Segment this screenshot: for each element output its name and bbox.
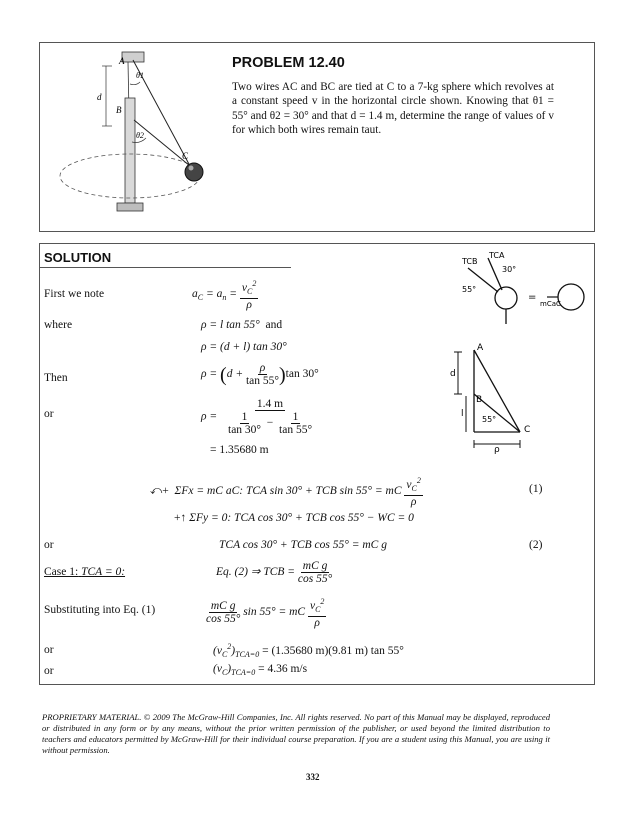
sketch-label-A: A xyxy=(477,343,484,353)
svg-text:=: = xyxy=(528,292,537,303)
label-d: d xyxy=(97,92,102,102)
eq-sum-fy: +↑ ΣFy = 0: TCA cos 30° + TCB cos 55° − WC = 0 xyxy=(174,512,414,524)
sketch-sphere-1 xyxy=(495,287,517,309)
sphere xyxy=(185,163,203,181)
text-first-we-note: First we note xyxy=(44,288,105,300)
eq1-number: (1) xyxy=(529,483,543,495)
eq-case1-tcb: Eq. (2) ⇒ TCB = $\frac{\text{mC g}}{\cos 55^\circ}$ xyxy=(216,560,333,585)
eq-rho-dl: ρ = (d + l) tan 30° xyxy=(201,341,287,353)
label-A: A xyxy=(119,56,125,66)
case1-label: Case 1: xyxy=(44,566,79,578)
text-substituting: Substituting into Eq. (1) xyxy=(44,604,156,616)
copyright-notice: PROPRIETARY MATERIAL. © 2009 The McGraw-Hill Companies, Inc. All rights reserved. No part of this Manual may be displayed, reproduced or distributed in any form or by any means, without the prior written permission of the publisher, or used beyond the limited distribution to teachers and educators permitted by McGraw-Hill for their individual course preparation. If you are a student using this Manual, you are using it without permission. xyxy=(42,712,550,755)
sketch-label-l: l xyxy=(461,409,464,419)
text-where: where xyxy=(44,319,73,331)
sketch-label-30: 30° xyxy=(502,265,517,274)
text-or-1: or xyxy=(44,408,54,420)
eq-vc-result: $(v_C)_{TCA=0} = 4.36$ m/s xyxy=(213,663,308,677)
eq-rho-solved: ρ = 1.4 m $\frac{1}{\tan 30^\circ}$ − $\frac{1}{\tan 55^\circ}$ xyxy=(201,398,313,436)
page-number: 332 xyxy=(306,772,320,782)
text-or-3: or xyxy=(44,644,54,656)
eq-acceleration: $a_C = a_n$ = $\frac{v_C^2}{\rho}$ xyxy=(192,279,257,311)
sketch-label-mcac: mCaC xyxy=(540,300,561,308)
sketch-label-d: d xyxy=(450,369,456,379)
eq2-number: (2) xyxy=(529,539,543,551)
eq-vc-squared: $(v_C^2)_{TCA=0} = (1.35680$ m)(9.81 m) tan 55° xyxy=(213,642,404,659)
problem-figure xyxy=(42,46,232,228)
label-theta2: θ2 xyxy=(136,131,144,140)
sketch-label-55: 55° xyxy=(462,285,477,294)
problem-title: PROBLEM 12.40 xyxy=(232,55,345,71)
text-then: Then xyxy=(44,372,68,384)
sketch-label-tca: TCA xyxy=(489,251,505,260)
pole-base xyxy=(117,203,143,211)
sketch-label-angle: 55° xyxy=(482,415,497,424)
text-or-2: or xyxy=(44,539,54,551)
solution-title: SOLUTION xyxy=(44,250,112,265)
eq-rho-l: ρ = l tan 55° and xyxy=(201,319,283,331)
solution-header-rule xyxy=(39,267,291,268)
eq-sum-fx: ⤺+ ΣFx = mC aC: TCA sin 30° + TCB sin 55° = mC $\frac{v_C^2}{\rho}$ xyxy=(150,476,421,508)
label-C: C xyxy=(182,151,189,161)
pole xyxy=(125,98,135,203)
text-or-4: or xyxy=(44,665,54,677)
geometry-sketch xyxy=(444,340,544,455)
sketch-sphere-2 xyxy=(558,284,584,310)
text-case1 xyxy=(44,565,125,579)
eq-rho-combined: ρ = (d + $\frac{\rho}{\tan 55^\circ}$ )tan 30° xyxy=(201,362,319,387)
eq-substituted: $\frac{\text{mC g}}{\cos 55^\circ}$ sin 55° = mC $\frac{v_C^2}{\rho}$ xyxy=(206,597,325,629)
free-body-sketch xyxy=(444,250,594,330)
sketch-label-rho: ρ xyxy=(494,445,500,455)
case1-condition: TCA = 0: xyxy=(81,566,126,578)
problem-statement: Two wires AC and BC are tied at C to a 7-kg sphere which revolves at a constant speed v in the horizontal circle shown. Knowing that θ1 = 55° and θ2 = 30° and that d = 1.4 m, determine the range of values of v for which both wires remain taut. xyxy=(232,81,554,136)
label-B: B xyxy=(116,105,122,115)
eq-rho-value: = 1.35680 m xyxy=(210,444,269,456)
sketch-label-tcb: TCB xyxy=(462,257,478,266)
eq-eq2: TCA cos 30° + TCB cos 55° = mC g xyxy=(219,539,387,551)
sketch-label-B: B xyxy=(476,395,483,405)
label-theta1: θ1 xyxy=(136,71,144,80)
sketch-label-C: C xyxy=(524,425,531,435)
